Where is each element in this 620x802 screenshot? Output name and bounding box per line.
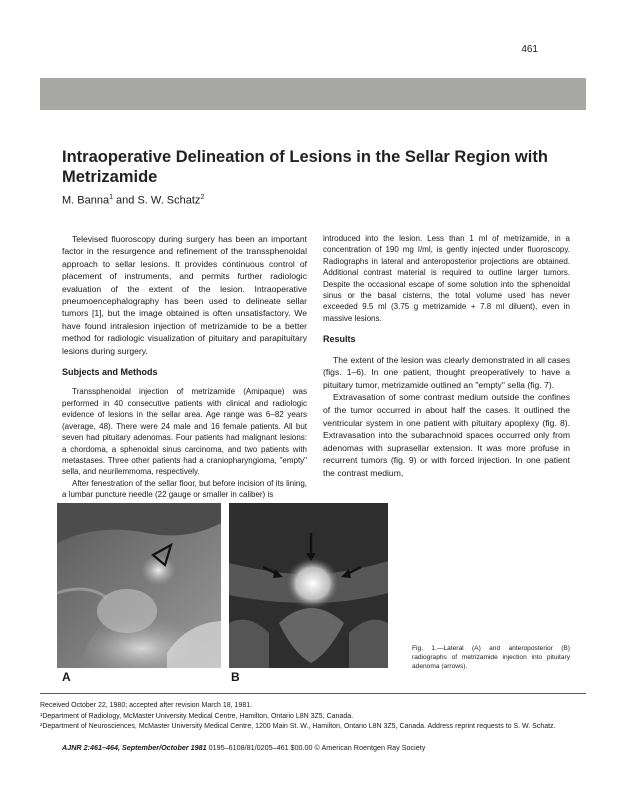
- column-left: [62, 233, 307, 501]
- figure-1b-image: [229, 503, 388, 668]
- journal-citation: [62, 743, 425, 752]
- methods-paragraph-2: After fenestration of the sellar floor, but before incision of its lining, a lumbar puncture needle (22 gauge or smaller in caliber) is: [62, 478, 307, 500]
- received-note: Received October 22, 1980; accepted after revision March 18, 1981.: [40, 702, 253, 709]
- author-2-affiliation-mark: 2: [200, 194, 205, 201]
- figure-label-a: A: [62, 670, 71, 684]
- author-1-affiliation-mark: 1: [109, 194, 113, 201]
- section-heading-results: Results: [323, 334, 356, 345]
- figure-1a-image: [57, 503, 221, 668]
- column-right: [323, 233, 570, 480]
- methods-paragraph-3: introduced into the lesion. Less than 1 ml of metrizamide, in a concentration of 190 mg I/ml, is gently injected under fluoroscopy. Radiographs in lateral and anteroposterior projections are obtained. Additional contrast material is required to outline larger tumors. Despite the occasional escape of some solution into the sphenoidal sinus or the basal cisterns, the total volume used has never exceeded 9.5 ml (3.75 g metrizamide + 7.8 ml diluent), even in massive lesions.: [323, 234, 570, 323]
- author-2: S. W. Schatz: [137, 194, 201, 207]
- article-title: Intraoperative Delineation of Lesions in the Sellar Region with Metrizamide: [62, 148, 548, 186]
- figure-caption: Fig. 1.—Lateral (A) and anteroposterior (B) radiographs of metrizamide injection into pituitary adenoma (arrows).: [412, 645, 570, 670]
- journal-citation-main: AJNR 2:461–464, September/October 1981: [62, 743, 207, 752]
- author-1: M. Banna: [62, 194, 110, 207]
- figure-1b-radiograph: [229, 503, 388, 668]
- intro-paragraph: Televised fluoroscopy during surgery has been an important factor in the resurgence and refinement of the transsphenoidal approach to sellar lesions. It provides continuous control of placement of instruments, and permits further radiologic evaluation of the extent of the lesion. Intraoperative pneumoencephalography has been used to delineate sellar tumors [1], but the image obtained is often unsatisfactory. We have found intralesion injection of metrizamide to be a better method for radiologic visualization of pituitary and parapituitary lesions during surgery.: [62, 234, 307, 356]
- header-banner: [40, 78, 586, 110]
- affiliation-2: ²Department of Neurosciences, McMaster University Medical Centre, 1200 Main St. W., Hamilton, Ontario L8N 3Z5, Canada. Address reprint requests to S. W. Schatz.: [40, 723, 556, 730]
- results-paragraph-2: Extravasation of some contrast medium outside the confines of the tumor occurred in about half the cases. It outlined the ventricular system in one patient with pituitary apoplexy (fig. 8). Extravasation into the subarachnoid spaces occurred only from adenomas with suprasellar extension. It was more profuse in recurrent tumors (fig. 9) or with forced injection. In one patient the contrast medium,: [323, 392, 570, 478]
- author-conjunction: and: [113, 194, 138, 207]
- page-number: 461: [521, 44, 538, 55]
- figure-label-b: B: [231, 670, 240, 684]
- figure-1a-radiograph: [57, 503, 221, 668]
- methods-paragraph-1: Transsphenoidal injection of metrizamide (Amipaque) was performed in 40 consecutive patients with clinical and radiologic evidence of lesions in the sellar area. Age range was 6–82 years (average, 48). There were 24 male and 16 female patients. All but seven had pituitary adenomas. Four patients had malignant lesions: a chordoma, a sphenoidal sinus carcinoma, and two patients with metastases. Three other patients had a craniopharyngioma, "empty" sella, and neurilemmoma, respectively.: [62, 387, 307, 477]
- affiliation-1: ¹Department of Radiology, McMaster University Medical Centre, Hamilton, Ontario L8N 3Z5, Canada.: [40, 713, 354, 720]
- results-paragraph-1: The extent of the lesion was clearly demonstrated in all cases (figs. 1–6). In one patient, thought preoperatively to have a pituitary tumor, metrizamide outlined an "empty" sella (fig. 7).: [323, 354, 570, 390]
- footnote-divider: [40, 693, 586, 694]
- journal-citation-rest: 0195–6108/81/0205–461 $00.00 © American Roentgen Ray Society: [206, 743, 426, 752]
- section-heading-methods: Subjects and Methods: [62, 367, 158, 378]
- author-line: [62, 194, 204, 207]
